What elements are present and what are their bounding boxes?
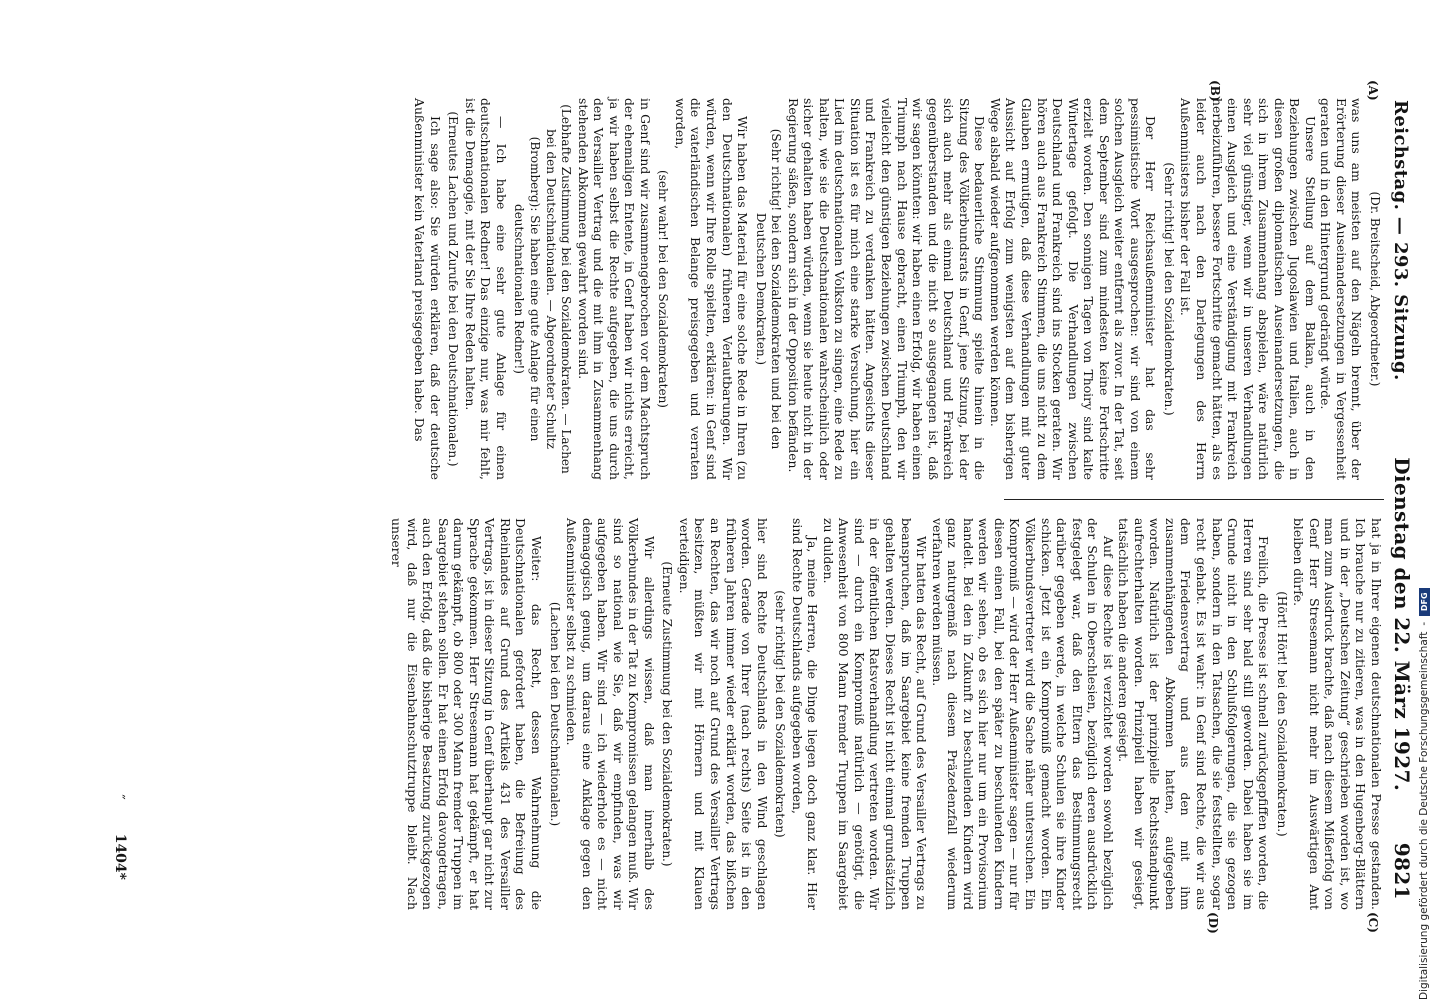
- margin-mark-a: (A): [1366, 80, 1380, 101]
- paragraph: hier sind Rechte Deutschlands in den Wind geschlagen worden. Gerade von Ihrer (nach rechts) Seite ist in den früheren Jahren immer wieder erklärt worden, das bißchen an Rechten, das wir noch auf Grund des Versailler Vertrags besitzen, müßten wir mit Hörnern und mit Klauen verteidigen.: [676, 518, 770, 910]
- footer-mark: ˝: [110, 793, 126, 800]
- page-number: 9821: [1390, 842, 1414, 900]
- paragraph: Ich sage also: Sie würden erklären, daß der deutsche Außenminister kein Vaterland preisgegeben habe. Das: [412, 98, 443, 480]
- page-header: [1390, 100, 1416, 900]
- paragraph: Unsere Stellung auf dem Balkan, auch in den Beziehungen zwischen Jugoslawien und Italien, auch in diesen großen diplomatischen Auseinandersetzungen, die sich in ihrem Zusammenhang abspielen, wäre natürlich sehr viel günstiger, wenn wir in unseren Verhandlungen einen Ausgleich und eine Verständigung mit Frankreich herbeizuführen, bessere Fortschritte gemacht hätten, als es leider auch nach den Darlegungen des Herrn Außenministers bisher der Fall ist.: [1178, 98, 1318, 480]
- header-date: Dienstag den 22. März 1927.: [1390, 457, 1414, 792]
- paragraph: Freilich, die Presse ist schnell zurückgepfiffen worden, die Herren sind sehr bald still geworden. Dabei haben sie im Grunde nicht in den Schlußfolgerungen, die sie gezogen haben, sondern in den Tatsachen, die sie feststellten, sogar recht gehabt. Es ist wahr: in Genf sind Rechte, die wir aus dem Friedensvertrag und aus den mit ihm zusammenhängenden Abkommen hatten, aufgegeben worden. Natürlich ist der prinzipielle Rechtsstandpunkt aufrechterhalten worden. Prinzipiell haben wir gesiegt, tatsächlich haben die anderen gesiegt.: [1116, 518, 1272, 910]
- interjection: (Sehr richtig! bei den Sozialdemokraten und bei den Deutschen Demokraten.): [753, 128, 784, 450]
- paragraph: Der Herr Reichsaußenminister hat das sehr pessimistische Wort ausgesprochen: wir sind von einem solchen Ausgleich weiter entfernt als zuvor. In der Tat, seit dem September sind zum mindesten keine Fortschritte erzielt worden. Den sonnigen Tagen von Thoiry sind kalte Wintertage gefolgt. Die Verhandlungen zwischen Deutschland und Frankreich sind ins Stocken geraten. Wir hören auch aus Frankreich Stimmen, die uns nicht zu dem Glauben ermutigen, daß diese Verhandlungen mit guter Aussicht auf Erfolg zum wenigsten auf dem bisherigen Wege alsbald wieder aufgenommen werden können.: [987, 98, 1159, 480]
- paragraph: Wir haben das Material für eine solche Rede in Ihren (zu den Deutschnationalen) früheren Verlautbarungen. Wir würden, wenn wir Ihre Rolle spielten, erklären: in Genf sind die vaterländischen Belange preisgegeben und verraten worden,: [672, 98, 751, 480]
- header-right: [1390, 457, 1414, 900]
- paragraph: Diese bedauerliche Stimmung spielte hinein in die Sitzung des Völkerbundsrats in Genf, jene Sitzung, bei der sich auch mehr als einmal Deutschland und Frankreich gegenüberstanden und die nicht so ausgegangen ist, daß wir sagen könnten: wir haben einen Erfolg, wir haben einen Triumph nach Hause gebracht, einen Triumph, den wir vielleicht den günstigen Beziehungen zwischen Deutschland und Frankreich zu verdanken hätten. Angesichts dieser Situation ist es für mich eine starke Versuchung, hier ein Lied im deutschnationalen Volkston zu singen, eine Rede zu halten, wie sie die Deutschnationalen wahrscheinlich oder sicher gehalten haben würden, wenn sie heute nicht in der Regierung säßen, sondern sich in der Opposition befänden.: [785, 98, 988, 480]
- margin-mark-c: (C): [1366, 912, 1380, 933]
- interjection: (sehr richtig! bei den Sozialdemokraten): [773, 590, 788, 838]
- paragraph: Ja, meine Herren, die Dinge liegen doch ganz klar. Hier sind Rechte Deutschlands aufgegeben worden,: [789, 518, 821, 910]
- interjection: (sehr wahr! bei den Sozialdemokraten): [656, 170, 671, 408]
- paragraph: Auf diese Rechte ist verzichtet worden sowohl bezüglich der Schulen in Oberschlesien, bezüglich deren ausdrücklich festgelegt war, daß den Eltern das Bestimmungsrecht darüber gegeben werde, in welche Schulen sie ihre Kinder schicken. Jetzt ist ein Kompromiß gemacht worden. Ein Völkerbundsvertreter wird die Sache näher untersuchen. Ein Kompromiß — wird der Herr Außenminister sagen — nur für diesen einen Fall, bei den später zu beschulenden Kindern werden wir sehen, ob es sich hier nur um ein Provisorium handelt. Bei den in Zukunft zu beschulenden Kindern wird ganz naturgemäß nach diesem Präzedenzfall wiederum verfahren werden müssen.: [929, 518, 1116, 910]
- interjection: (Erneute Zustimmung bei den Sozialdemokraten.): [660, 561, 675, 867]
- paragraph: Wir hatten das Recht, auf Grund des Versailler Vertrags zu beanspruchen, daß im Saargebiet keine fremden Truppen gehalten werden. Dieses Recht ist nicht einmal grundsätzlich in der öffentlichen Ratsverhandlung vertreten worden. Wir sind — durch ein Kompromiß natürlich — genötigt, die Anwesenheit von 800 Mann fremder Truppen im Saargebiet zu dulden.: [820, 518, 930, 910]
- paragraph: Wir allerdings wissen, daß man innerhalb des Völkerbundes in der Tat zu Kompromissen gelangen muß. Wir sind so national wie Sie, daß wir empfinden, was wir aufgegeben haben. Wir sind — ich wiederhole es — nicht demagogisch genug, um daraus eine Anklage gegen den Außenminister selbst zu schmieden.: [564, 518, 657, 910]
- column-divider: [1004, 499, 1384, 500]
- credit-text-row: Digitalisierung gefördert durch die Deutsche Forschungsgemeinschaft - DFG: [1414, 0, 1434, 1000]
- margin-mark-d: (D): [1206, 912, 1220, 934]
- paragraph: Weiter: das Recht, dessen Wahrnehmung die Deutschnationalen gefordert haben, die Befreiung des Rheinlandes auf Grund des Artikels 431 des Versailler Vertrags, ist in dieser Sitzung in Genf überhaupt gar nicht zur Sprache gekommen. Herr Stresemann hat gekämpft, er hat darum gekämpft, ob 800 oder 300 Mann fremder Truppen im Saargebiet stehen sollen. Er hat einen Erfolg davongetragen, auch den Erfolg, daß die bisherige Besatzung zurückgezogen wird, daß nur die Eisenbahnschutztruppe bleibt. Nach unserer: [389, 518, 545, 910]
- paragraph: in Genf sind wir zusammengebrochen vor dem Machtspruch der ehemaligen Entente, in Genf haben wir nichts erreicht, ja wir haben selbst die Rechte aufgegeben, die uns durch den Versailler Vertrag und die mit ihm in Zusammenhang stehenden Abkommen gewahrt worden sind.: [575, 98, 653, 480]
- margin-mark-b: (B): [1208, 80, 1222, 102]
- footer-signature: 1404*: [112, 833, 128, 880]
- interjection: (Erneutes Lachen und Zurufe bei den Deutschnationalen.): [446, 111, 461, 467]
- interjection: (Lachen bei den Deutschnationalen.): [547, 601, 562, 827]
- interjection: (Hört! Hört! bei den Sozialdemokraten.): [1274, 591, 1289, 837]
- paragraph: hat ja in Ihrer eigenen deutschnationalen Presse gestanden. Ich brauche nur zu zitieren, was in den Hugenberg-Blättern und in der „Deutschen Zeitung“ geschrieben worden ist, wo man zum Ausdruck brachte, daß nach diesem Mißerfolg von Genf Herr Stresemann nicht mehr im Auswärtigen Amt bleiben dürfe.: [1291, 518, 1384, 910]
- credit-text: Digitalisierung gefördert durch die Deutsche Forschungsgemeinschaft: [1418, 631, 1430, 1000]
- speaker-label: (Dr. Breitscheid, Abgeordneter.): [1368, 191, 1382, 387]
- left-column: [412, 98, 1384, 480]
- interjection: (Sehr richtig! bei den Sozialdemokraten.): [1161, 162, 1176, 416]
- digitization-credit-bar: [1414, 0, 1434, 1000]
- paragraph: was uns am meisten auf den Nägeln brennt, über der Erörterung dieser Auseinandersetzungen in Vergessenheit geraten und in den Hintergrund gedrängt würde.: [1318, 98, 1365, 480]
- right-column: [389, 518, 1384, 910]
- interjection: (Lebhafte Zustimmung bei den Sozialdemokraten. — Lachen bei den Deutschnationalen. — Abgeordneter Schultz (Bromberg): Sie haben eine gute Anlage für einen deutschnationalen Redner!): [512, 104, 574, 474]
- dfg-logo: DFG: [1419, 588, 1430, 616]
- paragraph: — Ich habe eine sehr gute Anlage für einen deutschnationalen Redner! Das einzige nur, was mir fehlt, ist die Demagogie, mit der Sie Ihre Reden halten.: [462, 98, 509, 480]
- header-left: Reichstag. — 293. Sitzung.: [1390, 100, 1411, 381]
